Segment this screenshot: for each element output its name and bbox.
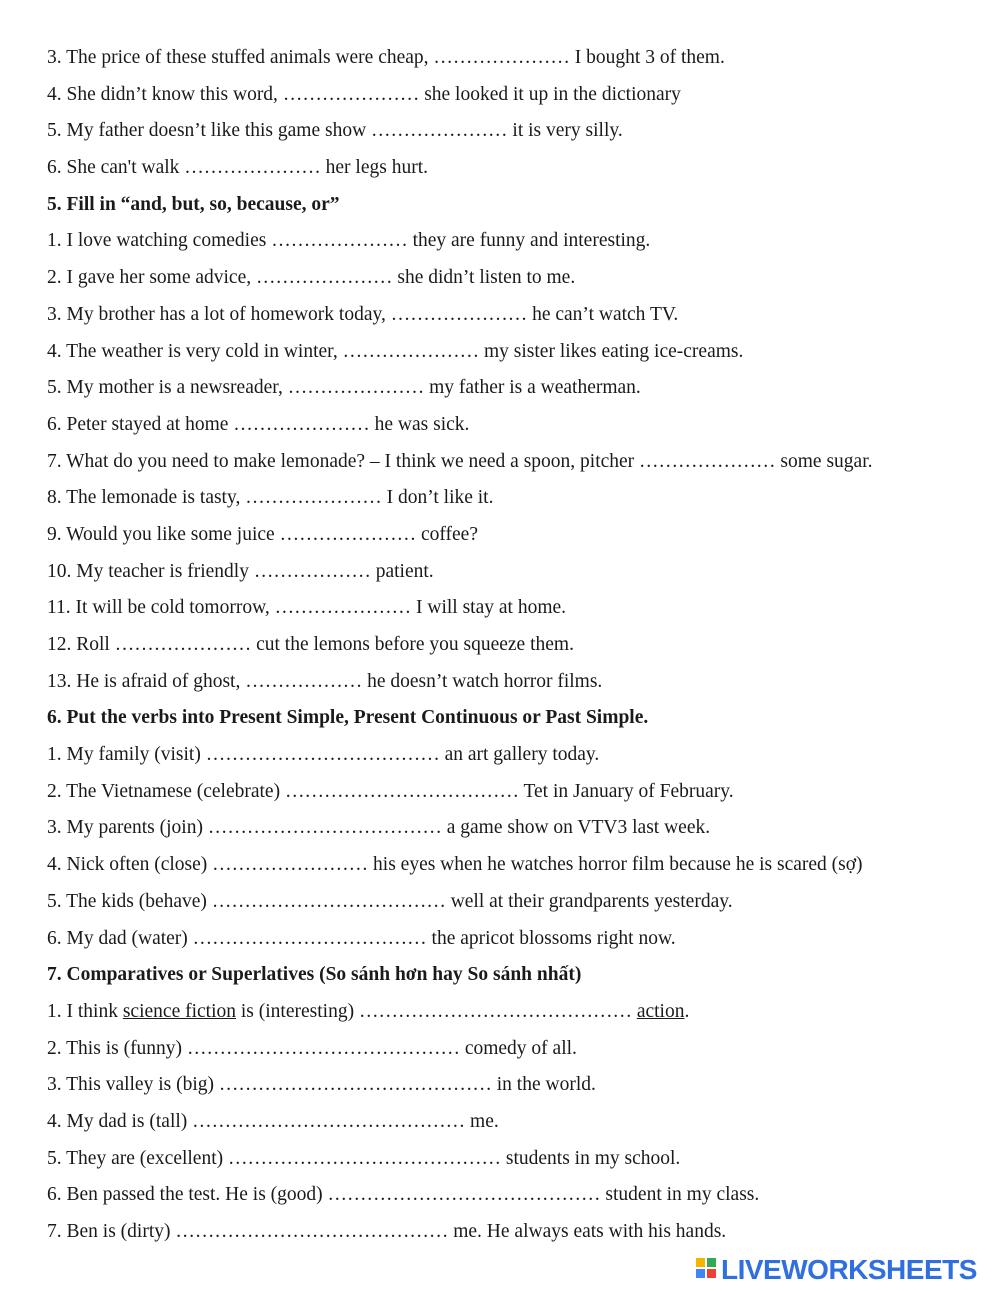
exercise-line: 12. Roll ………………… cut the lemons before you squeeze them. xyxy=(47,634,574,655)
exercise-line: 4. The weather is very cold in winter, ………………… my sister likes eating ice-creams. xyxy=(47,340,744,362)
answer-blank[interactable]: …………………………………… xyxy=(358,1000,632,1022)
exercise-line: 5. My mother is a newsreader, ………………… my father is a weatherman. xyxy=(47,377,641,399)
exercise-line: 5. They are (excellent) …………………………………… students in my school. xyxy=(47,1147,681,1169)
answer-blank[interactable]: …………………………………… xyxy=(175,1221,449,1242)
answer-blank[interactable]: ………………… xyxy=(184,157,321,179)
answer-blank[interactable]: …………………… xyxy=(212,854,369,876)
section-heading: 7. Comparatives or Superlatives (So sánh hơn hay So sánh nhất) xyxy=(47,964,582,986)
exercise-line: 6. Ben passed the test. He is (good) …………………………………… student in my class. xyxy=(47,1184,760,1206)
section-7 xyxy=(47,957,977,1251)
exercise-line: 11. It will be cold tomorrow, ………………… I will stay at home. xyxy=(47,597,567,619)
exercise-line: 8. The lemonade is tasty, ………………… I don’t like it. xyxy=(47,487,494,509)
exercise-line: 2. This is (funny) …………………………………… comedy of all. xyxy=(47,1037,577,1059)
section-5 xyxy=(47,187,977,701)
exercise-line: 4. She didn’t know this word, ………………… she looked it up in the dictionary xyxy=(47,83,681,105)
answer-blank[interactable]: ……………………………… xyxy=(205,744,440,766)
answer-blank[interactable]: …………………………………… xyxy=(192,1110,466,1132)
exercise-line: 4. Nick often (close) …………………… his eyes when he watches horror film because he is scared (sợ) xyxy=(47,854,863,876)
logo-text: LIVEWORKSHEETS xyxy=(721,1254,977,1285)
section-heading: 6. Put the verbs into Present Simple, Present Continuous or Past Simple. xyxy=(47,707,649,729)
worksheet xyxy=(47,40,977,1251)
answer-blank[interactable]: ………………… xyxy=(114,634,252,655)
answer-blank[interactable]: ……………………………… xyxy=(284,780,519,802)
exercise-line: 9. Would you like some juice ………………… coffee? xyxy=(47,523,478,545)
answer-blank[interactable]: ………………… xyxy=(639,450,776,472)
answer-blank[interactable]: ………………… xyxy=(282,83,420,105)
exercise-line: 6. Peter stayed at home ………………… he was sick. xyxy=(47,413,470,435)
answer-blank[interactable]: ………………… xyxy=(245,487,382,509)
section-heading: 5. Fill in “and, but, so, because, or” xyxy=(47,193,340,215)
exercise-line: 3. This valley is (big) …………………………………… in the world. xyxy=(47,1074,596,1096)
exercise-line: 13. He is afraid of ghost, ……………… he doesn’t watch horror films. xyxy=(47,670,603,692)
answer-blank[interactable]: ………………… xyxy=(256,267,393,289)
logo-mark-icon xyxy=(696,1258,718,1282)
answer-blank[interactable]: ………………… xyxy=(233,413,370,435)
answer-blank[interactable]: ………………… xyxy=(287,377,425,399)
underlined-term: science fiction xyxy=(122,1000,236,1022)
answer-blank[interactable]: ………………… xyxy=(390,303,528,325)
underlined-term: action xyxy=(636,1000,685,1022)
exercise-line: 2. I gave her some advice, ………………… she didn’t listen to me. xyxy=(47,267,576,289)
section-4-tail xyxy=(47,40,977,187)
exercise-line: 3. The price of these stuffed animals were cheap, ………………… I bought 3 of them. xyxy=(47,47,725,68)
answer-blank[interactable]: ………………… xyxy=(433,47,570,68)
exercise-line: 5. The kids (behave) ……………………………… well at their grandparents yesterday. xyxy=(47,890,733,912)
answer-blank[interactable]: ……………………………… xyxy=(211,890,446,912)
answer-blank[interactable]: ………………… xyxy=(271,230,408,252)
exercise-line: 5. My father doesn’t like this game show ………………… it is very silly. xyxy=(47,120,623,142)
answer-blank[interactable]: ……………………………… xyxy=(207,817,442,839)
liveworksheets-logo[interactable] xyxy=(696,1255,977,1285)
answer-blank[interactable]: ………………… xyxy=(279,523,417,545)
exercise-line: 1. My family (visit) ……………………………… an art gallery today. xyxy=(47,744,600,766)
exercise-line: 7. Ben is (dirty) …………………………………… me. He always eats with his hands. xyxy=(47,1221,727,1242)
answer-blank[interactable]: …………………………………… xyxy=(327,1184,601,1206)
exercise-line: 1. I think science fiction is (interesting) …………………………………… action. xyxy=(47,1000,690,1022)
exercise-line: 3. My parents (join) ……………………………… a game show on VTV3 last week. xyxy=(47,817,711,839)
exercise-line: 6. My dad (water) ……………………………… the apricot blossoms right now. xyxy=(47,927,676,949)
answer-blank[interactable]: …………………………………… xyxy=(218,1074,492,1096)
exercise-line: 6. She can't walk ………………… her legs hurt. xyxy=(47,157,429,179)
answer-blank[interactable]: …………………………………… xyxy=(228,1147,502,1169)
answer-blank[interactable]: …………………………………… xyxy=(186,1037,460,1059)
answer-blank[interactable]: ……………… xyxy=(253,560,371,582)
exercise-line: 1. I love watching comedies ………………… they are funny and interesting. xyxy=(47,230,651,252)
exercise-line: 10. My teacher is friendly ……………… patient. xyxy=(47,560,434,582)
section-6 xyxy=(47,700,977,957)
answer-blank[interactable]: ………………… xyxy=(274,597,412,619)
answer-blank[interactable]: ……………… xyxy=(245,670,363,692)
answer-blank[interactable]: ……………………………… xyxy=(192,927,427,949)
exercise-line: 2. The Vietnamese (celebrate) ……………………………… Tet in January of February. xyxy=(47,780,734,802)
exercise-line: 3. My brother has a lot of homework today, ………………… he can’t watch TV. xyxy=(47,303,679,325)
answer-blank[interactable]: ………………… xyxy=(371,120,508,142)
exercise-line: 7. What do you need to make lemonade? – I think we need a spoon, pitcher ………………… some sugar. xyxy=(47,450,873,472)
answer-blank[interactable]: ………………… xyxy=(342,340,480,362)
exercise-line: 4. My dad is (tall) …………………………………… me. xyxy=(47,1110,499,1132)
